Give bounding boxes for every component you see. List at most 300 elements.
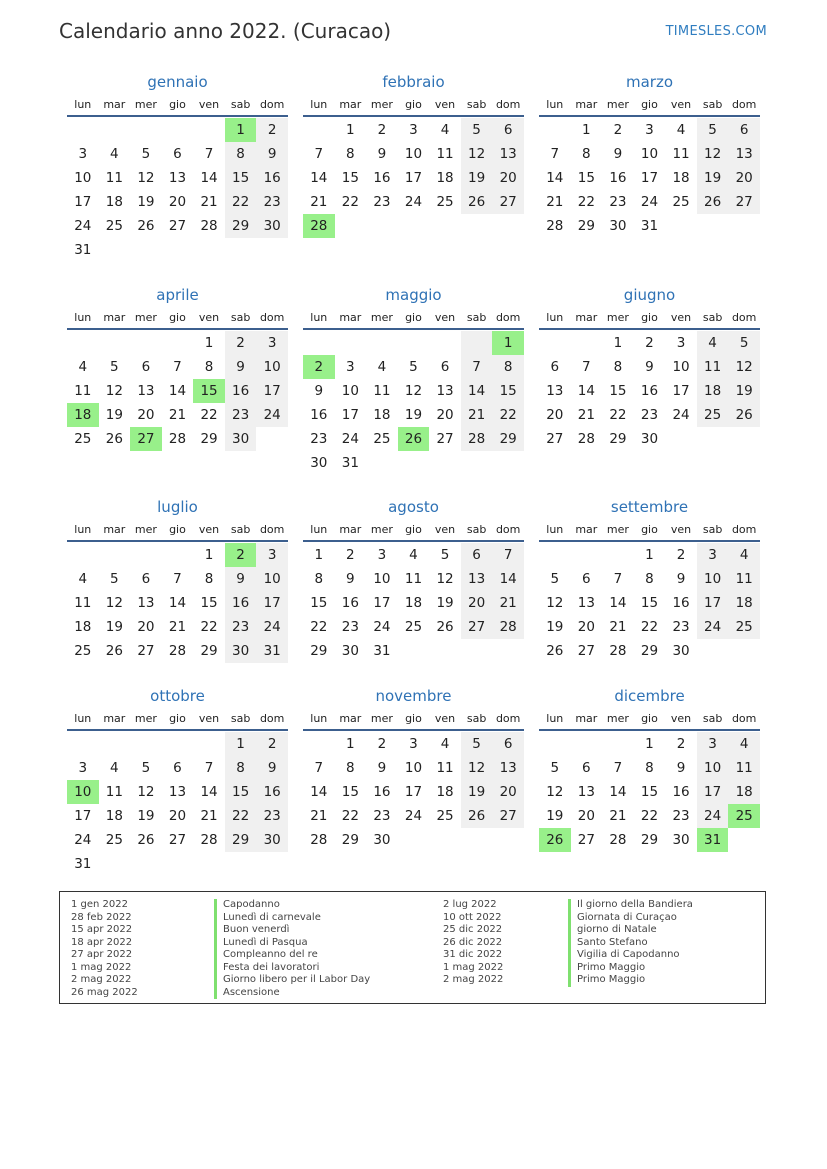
day-cell[interactable]: 6 [492, 732, 524, 756]
day-cell[interactable]: 11 [74, 383, 92, 399]
day-cell[interactable]: 13 [492, 142, 524, 166]
day-cell[interactable]: 18 [436, 784, 454, 800]
day-cell[interactable]: 5 [697, 118, 729, 142]
day-cell[interactable]: 12 [697, 142, 729, 166]
day-cell[interactable]: 15 [609, 383, 627, 399]
day-cell[interactable]: 26 [105, 643, 123, 659]
day-cell[interactable]: 31 [74, 856, 92, 872]
day-cell[interactable]: 5 [461, 118, 493, 142]
day-cell[interactable]: 24 [640, 194, 659, 210]
day-cell[interactable]: 30 [640, 431, 659, 447]
day-cell[interactable]: 20 [137, 407, 155, 423]
day-cell[interactable]: 15 [200, 595, 218, 611]
day-cell[interactable]: 14 [200, 170, 218, 186]
day-cell[interactable]: 27 [168, 218, 187, 234]
day-cell[interactable]: 20 [137, 619, 155, 635]
day-cell[interactable]: 12 [137, 784, 155, 800]
day-cell[interactable]: 14 [200, 784, 218, 800]
day-cell[interactable]: 12 [404, 383, 423, 399]
day-cell[interactable]: 18 [728, 780, 760, 804]
day-cell[interactable]: 19 [546, 619, 564, 635]
day-cell[interactable]: 25 [105, 832, 123, 848]
day-cell[interactable]: 15 [577, 170, 595, 186]
day-cell[interactable]: 6 [582, 571, 591, 587]
day-cell[interactable]: 4 [377, 359, 387, 375]
day-cell[interactable]: 4 [78, 359, 88, 375]
day-cell[interactable]: 20 [577, 808, 595, 824]
day-cell[interactable]: 10 [256, 355, 288, 379]
day-cell[interactable]: 3 [377, 547, 387, 563]
day-cell[interactable]: 30 [373, 832, 391, 848]
day-cell[interactable]: 18 [105, 808, 123, 824]
day-cell[interactable]: 31 [341, 455, 359, 471]
day-cell[interactable]: 5 [141, 146, 151, 162]
day-cell[interactable]: 20 [546, 407, 564, 423]
day-cell[interactable]: 3 [78, 760, 88, 776]
day-cell[interactable]: 8 [346, 146, 355, 162]
day-cell[interactable]: 1 [582, 122, 591, 138]
day-cell[interactable]: 1 [225, 732, 257, 756]
day-cell[interactable]: 23 [225, 615, 257, 639]
day-cell[interactable]: 23 [609, 194, 627, 210]
day-cell[interactable]: 28 [577, 431, 595, 447]
day-cell[interactable]: 7 [461, 355, 493, 379]
day-cell[interactable]: 28 [609, 832, 627, 848]
day-cell[interactable]: 9 [256, 756, 288, 780]
day-cell[interactable]: 11 [728, 756, 760, 780]
day-cell[interactable]: 8 [204, 359, 214, 375]
day-cell[interactable]: 17 [672, 383, 690, 399]
day-cell[interactable]: 30 [672, 643, 690, 659]
day-cell[interactable]: 16 [256, 780, 288, 804]
day-cell[interactable]: 15 [310, 595, 328, 611]
day-cell[interactable]: 3 [697, 543, 729, 567]
day-cell[interactable]: 9 [346, 571, 355, 587]
day-cell[interactable]: 7 [314, 146, 324, 162]
day-cell[interactable]: 19 [728, 379, 760, 403]
day-cell[interactable]: 2 [256, 732, 288, 756]
day-cell[interactable]: 26 [436, 619, 454, 635]
day-cell[interactable]: 20 [168, 808, 187, 824]
day-cell[interactable]: 19 [105, 407, 123, 423]
day-cell[interactable]: 28 [546, 218, 564, 234]
day-cell[interactable]: 25 [697, 403, 729, 427]
day-cell[interactable]: 5 [440, 547, 450, 563]
day-cell[interactable]: 27 [168, 832, 187, 848]
day-cell[interactable]: 18 [67, 403, 99, 427]
day-cell[interactable]: 13 [461, 567, 493, 591]
day-cell[interactable]: 25 [105, 218, 123, 234]
day-cell[interactable]: 22 [492, 403, 524, 427]
day-cell[interactable]: 12 [461, 756, 493, 780]
day-cell[interactable]: 31 [640, 218, 659, 234]
day-cell[interactable]: 23 [640, 407, 659, 423]
day-cell[interactable]: 18 [436, 170, 454, 186]
day-cell[interactable]: 24 [256, 403, 288, 427]
day-cell[interactable]: 30 [256, 828, 288, 852]
day-cell[interactable]: 29 [609, 431, 627, 447]
day-cell[interactable]: 8 [492, 355, 524, 379]
day-cell[interactable]: 29 [492, 427, 524, 451]
day-cell[interactable]: 29 [200, 431, 218, 447]
day-cell[interactable]: 10 [256, 567, 288, 591]
day-cell[interactable]: 22 [577, 194, 595, 210]
day-cell[interactable]: 19 [436, 595, 454, 611]
day-cell[interactable]: 5 [550, 760, 560, 776]
day-cell[interactable]: 23 [373, 194, 391, 210]
day-cell[interactable]: 1 [645, 736, 654, 752]
day-cell[interactable]: 13 [492, 756, 524, 780]
day-cell[interactable]: 6 [173, 146, 182, 162]
day-cell[interactable]: 25 [436, 194, 454, 210]
day-cell[interactable]: 27 [436, 431, 454, 447]
day-cell[interactable]: 1 [204, 547, 214, 563]
day-cell[interactable]: 7 [204, 760, 214, 776]
day-cell[interactable]: 14 [461, 379, 493, 403]
day-cell[interactable]: 10 [67, 780, 99, 804]
day-cell[interactable]: 24 [341, 431, 359, 447]
day-cell[interactable]: 2 [377, 736, 387, 752]
day-cell[interactable]: 20 [461, 591, 493, 615]
day-cell[interactable]: 25 [373, 431, 391, 447]
day-cell[interactable]: 5 [461, 732, 493, 756]
day-cell[interactable]: 2 [225, 331, 257, 355]
day-cell[interactable]: 13 [577, 595, 595, 611]
day-cell[interactable]: 4 [440, 736, 450, 752]
day-cell[interactable]: 19 [461, 780, 493, 804]
day-cell[interactable]: 6 [173, 760, 182, 776]
day-cell[interactable]: 18 [105, 194, 123, 210]
day-cell[interactable]: 30 [310, 455, 328, 471]
day-cell[interactable]: 29 [640, 832, 659, 848]
day-cell[interactable]: 27 [577, 643, 595, 659]
day-cell[interactable]: 22 [341, 808, 359, 824]
day-cell[interactable]: 5 [550, 571, 560, 587]
day-cell[interactable]: 30 [341, 643, 359, 659]
day-cell[interactable]: 21 [168, 619, 187, 635]
day-cell[interactable]: 13 [436, 383, 454, 399]
day-cell[interactable]: 1 [492, 331, 524, 355]
day-cell[interactable]: 30 [672, 832, 690, 848]
day-cell[interactable]: 2 [256, 118, 288, 142]
day-cell[interactable]: 8 [645, 760, 654, 776]
day-cell[interactable]: 20 [492, 166, 524, 190]
day-cell[interactable]: 3 [409, 122, 418, 138]
day-cell[interactable]: 10 [74, 170, 92, 186]
day-cell[interactable]: 7 [173, 359, 182, 375]
day-cell[interactable]: 7 [173, 571, 182, 587]
day-cell[interactable]: 21 [577, 407, 595, 423]
day-cell[interactable]: 3 [256, 543, 288, 567]
day-cell[interactable]: 27 [130, 427, 162, 451]
day-cell[interactable]: 23 [373, 808, 391, 824]
day-cell[interactable]: 20 [577, 619, 595, 635]
day-cell[interactable]: 28 [492, 615, 524, 639]
day-cell[interactable]: 24 [697, 615, 729, 639]
day-cell[interactable]: 16 [225, 591, 257, 615]
day-cell[interactable]: 29 [577, 218, 595, 234]
day-cell[interactable]: 9 [225, 355, 257, 379]
day-cell[interactable]: 21 [461, 403, 493, 427]
day-cell[interactable]: 9 [645, 359, 654, 375]
day-cell[interactable]: 27 [546, 431, 564, 447]
day-cell[interactable]: 21 [546, 194, 564, 210]
day-cell[interactable]: 14 [310, 170, 328, 186]
day-cell[interactable]: 13 [577, 784, 595, 800]
day-cell[interactable]: 2 [645, 335, 654, 351]
day-cell[interactable]: 20 [436, 407, 454, 423]
day-cell[interactable]: 30 [256, 214, 288, 238]
day-cell[interactable]: 7 [613, 760, 623, 776]
day-cell[interactable]: 11 [373, 383, 391, 399]
day-cell[interactable]: 28 [168, 643, 187, 659]
day-cell[interactable]: 9 [256, 142, 288, 166]
day-cell[interactable]: 23 [672, 619, 690, 635]
day-cell[interactable]: 3 [346, 359, 355, 375]
day-cell[interactable]: 23 [225, 403, 257, 427]
day-cell[interactable]: 14 [310, 784, 328, 800]
day-cell[interactable]: 8 [346, 760, 355, 776]
day-cell[interactable]: 19 [697, 166, 729, 190]
day-cell[interactable]: 18 [672, 170, 690, 186]
day-cell[interactable]: 22 [310, 619, 328, 635]
day-cell[interactable]: 20 [492, 780, 524, 804]
day-cell[interactable]: 27 [137, 643, 155, 659]
day-cell[interactable]: 3 [78, 146, 88, 162]
day-cell[interactable]: 7 [550, 146, 560, 162]
day-cell[interactable]: 27 [728, 190, 760, 214]
day-cell[interactable]: 10 [672, 359, 690, 375]
day-cell[interactable]: 22 [341, 194, 359, 210]
day-cell[interactable]: 26 [398, 427, 430, 451]
day-cell[interactable]: 16 [341, 595, 359, 611]
day-cell[interactable]: 14 [168, 383, 187, 399]
day-cell[interactable]: 5 [110, 571, 119, 587]
day-cell[interactable]: 22 [609, 407, 627, 423]
day-cell[interactable]: 8 [225, 756, 257, 780]
day-cell[interactable]: 27 [492, 190, 524, 214]
day-cell[interactable]: 4 [440, 122, 450, 138]
day-cell[interactable]: 28 [303, 214, 335, 238]
day-cell[interactable]: 25 [728, 804, 760, 828]
day-cell[interactable]: 27 [577, 832, 595, 848]
day-cell[interactable]: 24 [256, 615, 288, 639]
day-cell[interactable]: 22 [200, 407, 218, 423]
day-cell[interactable]: 13 [728, 142, 760, 166]
day-cell[interactable]: 11 [105, 784, 123, 800]
day-cell[interactable]: 17 [404, 170, 423, 186]
day-cell[interactable]: 11 [404, 571, 423, 587]
day-cell[interactable]: 15 [225, 780, 257, 804]
day-cell[interactable]: 29 [640, 643, 659, 659]
day-cell[interactable]: 2 [676, 736, 686, 752]
day-cell[interactable]: 1 [613, 335, 623, 351]
day-cell[interactable]: 7 [492, 543, 524, 567]
day-cell[interactable]: 27 [461, 615, 493, 639]
day-cell[interactable]: 10 [640, 146, 659, 162]
day-cell[interactable]: 14 [546, 170, 564, 186]
day-cell[interactable]: 12 [546, 784, 564, 800]
day-cell[interactable]: 17 [404, 784, 423, 800]
day-cell[interactable]: 22 [200, 619, 218, 635]
day-cell[interactable]: 5 [728, 331, 760, 355]
day-cell[interactable]: 22 [225, 190, 257, 214]
day-cell[interactable]: 28 [310, 832, 328, 848]
day-cell[interactable]: 23 [256, 804, 288, 828]
day-cell[interactable]: 11 [436, 146, 454, 162]
day-cell[interactable]: 2 [346, 547, 355, 563]
day-cell[interactable]: 18 [728, 591, 760, 615]
day-cell[interactable]: 2 [377, 122, 387, 138]
day-cell[interactable]: 16 [256, 166, 288, 190]
day-cell[interactable]: 18 [404, 595, 423, 611]
day-cell[interactable]: 25 [404, 619, 423, 635]
day-cell[interactable]: 24 [404, 194, 423, 210]
day-cell[interactable]: 25 [728, 615, 760, 639]
day-cell[interactable]: 5 [141, 760, 151, 776]
day-cell[interactable]: 13 [546, 383, 564, 399]
day-cell[interactable]: 19 [137, 808, 155, 824]
day-cell[interactable]: 6 [728, 118, 760, 142]
day-cell[interactable]: 28 [609, 643, 627, 659]
day-cell[interactable]: 4 [78, 571, 88, 587]
day-cell[interactable]: 6 [492, 118, 524, 142]
day-cell[interactable]: 17 [697, 591, 729, 615]
day-cell[interactable]: 8 [225, 142, 257, 166]
day-cell[interactable]: 7 [204, 146, 214, 162]
day-cell[interactable]: 11 [697, 355, 729, 379]
day-cell[interactable]: 13 [168, 784, 187, 800]
day-cell[interactable]: 15 [193, 379, 225, 403]
day-cell[interactable]: 23 [256, 190, 288, 214]
day-cell[interactable]: 18 [373, 407, 391, 423]
day-cell[interactable]: 19 [461, 166, 493, 190]
day-cell[interactable]: 17 [373, 595, 391, 611]
day-cell[interactable]: 23 [672, 808, 690, 824]
day-cell[interactable]: 19 [105, 619, 123, 635]
day-cell[interactable]: 19 [546, 808, 564, 824]
day-cell[interactable]: 24 [672, 407, 690, 423]
day-cell[interactable]: 8 [582, 146, 591, 162]
day-cell[interactable]: 26 [137, 832, 155, 848]
day-cell[interactable]: 4 [409, 547, 418, 563]
day-cell[interactable]: 26 [546, 643, 564, 659]
day-cell[interactable]: 12 [728, 355, 760, 379]
day-cell[interactable]: 7 [582, 359, 591, 375]
day-cell[interactable]: 17 [697, 780, 729, 804]
day-cell[interactable]: 31 [373, 643, 391, 659]
day-cell[interactable]: 27 [492, 804, 524, 828]
day-cell[interactable]: 6 [550, 359, 560, 375]
day-cell[interactable]: 14 [609, 784, 627, 800]
day-cell[interactable]: 9 [225, 567, 257, 591]
day-cell[interactable]: 15 [640, 595, 659, 611]
day-cell[interactable]: 5 [409, 359, 418, 375]
day-cell[interactable]: 24 [74, 832, 92, 848]
day-cell[interactable]: 5 [110, 359, 119, 375]
day-cell[interactable]: 12 [461, 142, 493, 166]
brand-logo[interactable]: TIMESLES.COM [665, 24, 767, 39]
day-cell[interactable]: 4 [697, 331, 729, 355]
day-cell[interactable]: 20 [168, 194, 187, 210]
day-cell[interactable]: 15 [640, 784, 659, 800]
day-cell[interactable]: 26 [137, 218, 155, 234]
day-cell[interactable]: 11 [672, 146, 690, 162]
day-cell[interactable]: 31 [256, 639, 288, 663]
day-cell[interactable]: 21 [609, 808, 627, 824]
day-cell[interactable]: 17 [74, 194, 92, 210]
day-cell[interactable]: 16 [225, 379, 257, 403]
day-cell[interactable]: 26 [728, 403, 760, 427]
day-cell[interactable]: 28 [168, 431, 187, 447]
day-cell[interactable]: 12 [546, 595, 564, 611]
day-cell[interactable]: 1 [204, 335, 214, 351]
day-cell[interactable]: 21 [310, 194, 328, 210]
day-cell[interactable]: 14 [168, 595, 187, 611]
day-cell[interactable]: 16 [672, 595, 690, 611]
day-cell[interactable]: 17 [256, 591, 288, 615]
day-cell[interactable]: 2 [613, 122, 623, 138]
day-cell[interactable]: 21 [200, 808, 218, 824]
day-cell[interactable]: 14 [577, 383, 595, 399]
day-cell[interactable]: 11 [105, 170, 123, 186]
day-cell[interactable]: 21 [168, 407, 187, 423]
day-cell[interactable]: 21 [609, 619, 627, 635]
day-cell[interactable]: 16 [640, 383, 659, 399]
day-cell[interactable]: 6 [141, 359, 151, 375]
day-cell[interactable]: 11 [74, 595, 92, 611]
day-cell[interactable]: 25 [74, 643, 92, 659]
day-cell[interactable]: 13 [168, 170, 187, 186]
day-cell[interactable]: 7 [314, 760, 324, 776]
day-cell[interactable]: 10 [697, 567, 729, 591]
day-cell[interactable]: 6 [461, 543, 493, 567]
day-cell[interactable]: 29 [225, 214, 257, 238]
day-cell[interactable]: 12 [105, 383, 123, 399]
day-cell[interactable]: 15 [341, 784, 359, 800]
day-cell[interactable]: 21 [310, 808, 328, 824]
day-cell[interactable]: 2 [225, 543, 257, 567]
day-cell[interactable]: 11 [436, 760, 454, 776]
day-cell[interactable]: 3 [697, 732, 729, 756]
day-cell[interactable]: 14 [609, 595, 627, 611]
day-cell[interactable]: 2 [303, 355, 335, 379]
day-cell[interactable]: 22 [225, 804, 257, 828]
day-cell[interactable]: 13 [137, 383, 155, 399]
day-cell[interactable]: 29 [200, 643, 218, 659]
day-cell[interactable]: 9 [377, 146, 387, 162]
day-cell[interactable]: 24 [404, 808, 423, 824]
day-cell[interactable]: 24 [373, 619, 391, 635]
day-cell[interactable]: 23 [341, 619, 359, 635]
day-cell[interactable]: 24 [697, 804, 729, 828]
day-cell[interactable]: 26 [105, 431, 123, 447]
day-cell[interactable]: 30 [225, 427, 257, 451]
day-cell[interactable]: 10 [697, 756, 729, 780]
day-cell[interactable]: 26 [461, 804, 493, 828]
day-cell[interactable]: 25 [74, 431, 92, 447]
day-cell[interactable]: 4 [110, 146, 119, 162]
day-cell[interactable]: 16 [609, 170, 627, 186]
day-cell[interactable]: 26 [461, 190, 493, 214]
day-cell[interactable]: 30 [225, 639, 257, 663]
day-cell[interactable]: 6 [582, 760, 591, 776]
day-cell[interactable]: 17 [256, 379, 288, 403]
day-cell[interactable]: 4 [676, 122, 686, 138]
day-cell[interactable]: 8 [204, 571, 214, 587]
day-cell[interactable]: 3 [256, 331, 288, 355]
day-cell[interactable]: 2 [676, 547, 686, 563]
